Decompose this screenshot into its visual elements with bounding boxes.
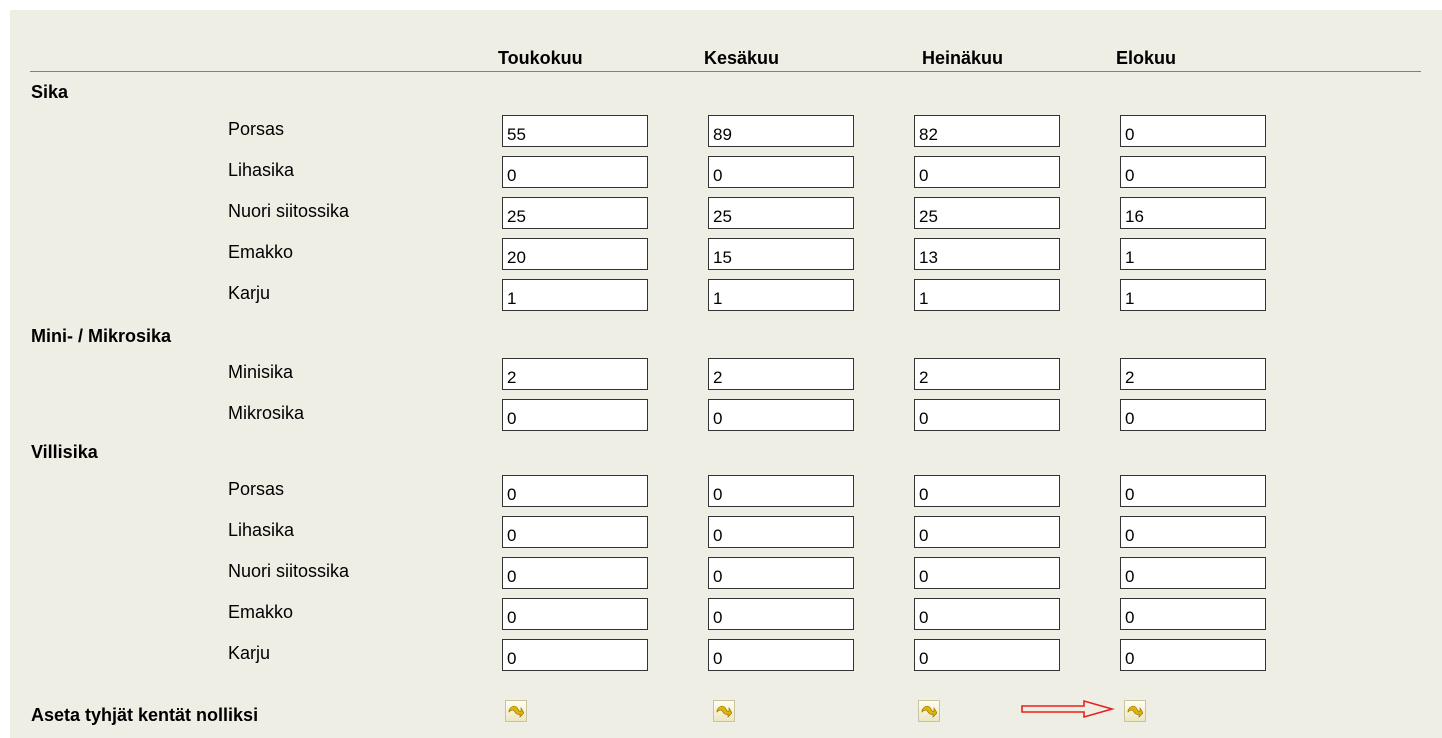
count-input[interactable] (708, 238, 854, 270)
row-label: Mikrosika (228, 403, 305, 423)
count-input[interactable] (914, 399, 1060, 431)
count-input[interactable] (1120, 399, 1266, 431)
count-input[interactable] (708, 399, 854, 431)
column-header-4: Elokuu (1116, 48, 1177, 68)
count-input[interactable] (708, 557, 854, 589)
count-input[interactable] (1120, 156, 1266, 188)
count-input[interactable] (1120, 516, 1266, 548)
group-heading: Sika (31, 82, 69, 102)
fill-zeros-button-3[interactable] (918, 700, 940, 722)
count-input[interactable] (502, 639, 648, 671)
row-label: Minisika (228, 362, 294, 382)
count-input[interactable] (914, 475, 1060, 507)
column-header-1: Toukokuu (498, 48, 583, 68)
count-input[interactable] (708, 516, 854, 548)
count-input[interactable] (502, 238, 648, 270)
fill-zeros-button-4[interactable] (1124, 700, 1146, 722)
count-input[interactable] (914, 598, 1060, 630)
count-input[interactable] (708, 197, 854, 229)
count-input[interactable] (914, 557, 1060, 589)
group-heading: Villisika (31, 442, 98, 462)
count-input[interactable] (502, 279, 648, 311)
count-input[interactable] (708, 639, 854, 671)
row-label: Karju (228, 643, 271, 663)
count-input[interactable] (502, 115, 648, 147)
count-input[interactable] (708, 358, 854, 390)
count-input[interactable] (708, 156, 854, 188)
count-input[interactable] (1120, 197, 1266, 229)
count-input[interactable] (914, 639, 1060, 671)
row-label: Emakko (228, 602, 294, 622)
count-input[interactable] (708, 115, 854, 147)
count-input[interactable] (914, 197, 1060, 229)
count-input[interactable] (502, 358, 648, 390)
count-input[interactable] (914, 358, 1060, 390)
count-input[interactable] (502, 399, 648, 431)
count-input[interactable] (1120, 279, 1266, 311)
fill-zeros-arrow-icon (508, 704, 524, 718)
count-input[interactable] (914, 279, 1060, 311)
row-label: Karju (228, 283, 271, 303)
group-heading: Mini- / Mikrosika (31, 326, 172, 346)
red-outline-arrow-icon (1020, 698, 1115, 720)
count-input[interactable] (1120, 639, 1266, 671)
fill-zeros-button-1[interactable] (505, 700, 527, 722)
fill-zeros-arrow-icon (716, 704, 732, 718)
count-input[interactable] (914, 238, 1060, 270)
row-label: Emakko (228, 242, 294, 262)
count-input[interactable] (502, 197, 648, 229)
row-label: Lihasika (228, 160, 295, 180)
fill-zeros-button-2[interactable] (713, 700, 735, 722)
row-label: Porsas (228, 119, 285, 139)
count-input[interactable] (502, 557, 648, 589)
count-input[interactable] (914, 156, 1060, 188)
row-label: Nuori siitossika (228, 201, 350, 221)
count-input[interactable] (502, 475, 648, 507)
row-label: Lihasika (228, 520, 295, 540)
count-input[interactable] (1120, 598, 1266, 630)
count-input[interactable] (1120, 475, 1266, 507)
fill-zeros-arrow-icon (1127, 704, 1143, 718)
count-input[interactable] (502, 598, 648, 630)
count-input[interactable] (914, 516, 1060, 548)
count-input[interactable] (502, 516, 648, 548)
count-input[interactable] (1120, 115, 1266, 147)
set-empty-to-zero-label: Aseta tyhjät kentät nolliksi (31, 705, 259, 725)
count-input[interactable] (914, 115, 1060, 147)
count-input[interactable] (1120, 557, 1266, 589)
row-label: Porsas (228, 479, 285, 499)
count-input[interactable] (708, 475, 854, 507)
fill-zeros-arrow-icon (921, 704, 937, 718)
count-input[interactable] (708, 598, 854, 630)
row-label: Nuori siitossika (228, 561, 350, 581)
count-input[interactable] (1120, 358, 1266, 390)
column-header-2: Kesäkuu (704, 48, 780, 68)
count-input[interactable] (502, 156, 648, 188)
count-input[interactable] (1120, 238, 1266, 270)
header-divider (30, 71, 1421, 72)
count-input[interactable] (708, 279, 854, 311)
column-header-3: Heinäkuu (922, 48, 1004, 68)
